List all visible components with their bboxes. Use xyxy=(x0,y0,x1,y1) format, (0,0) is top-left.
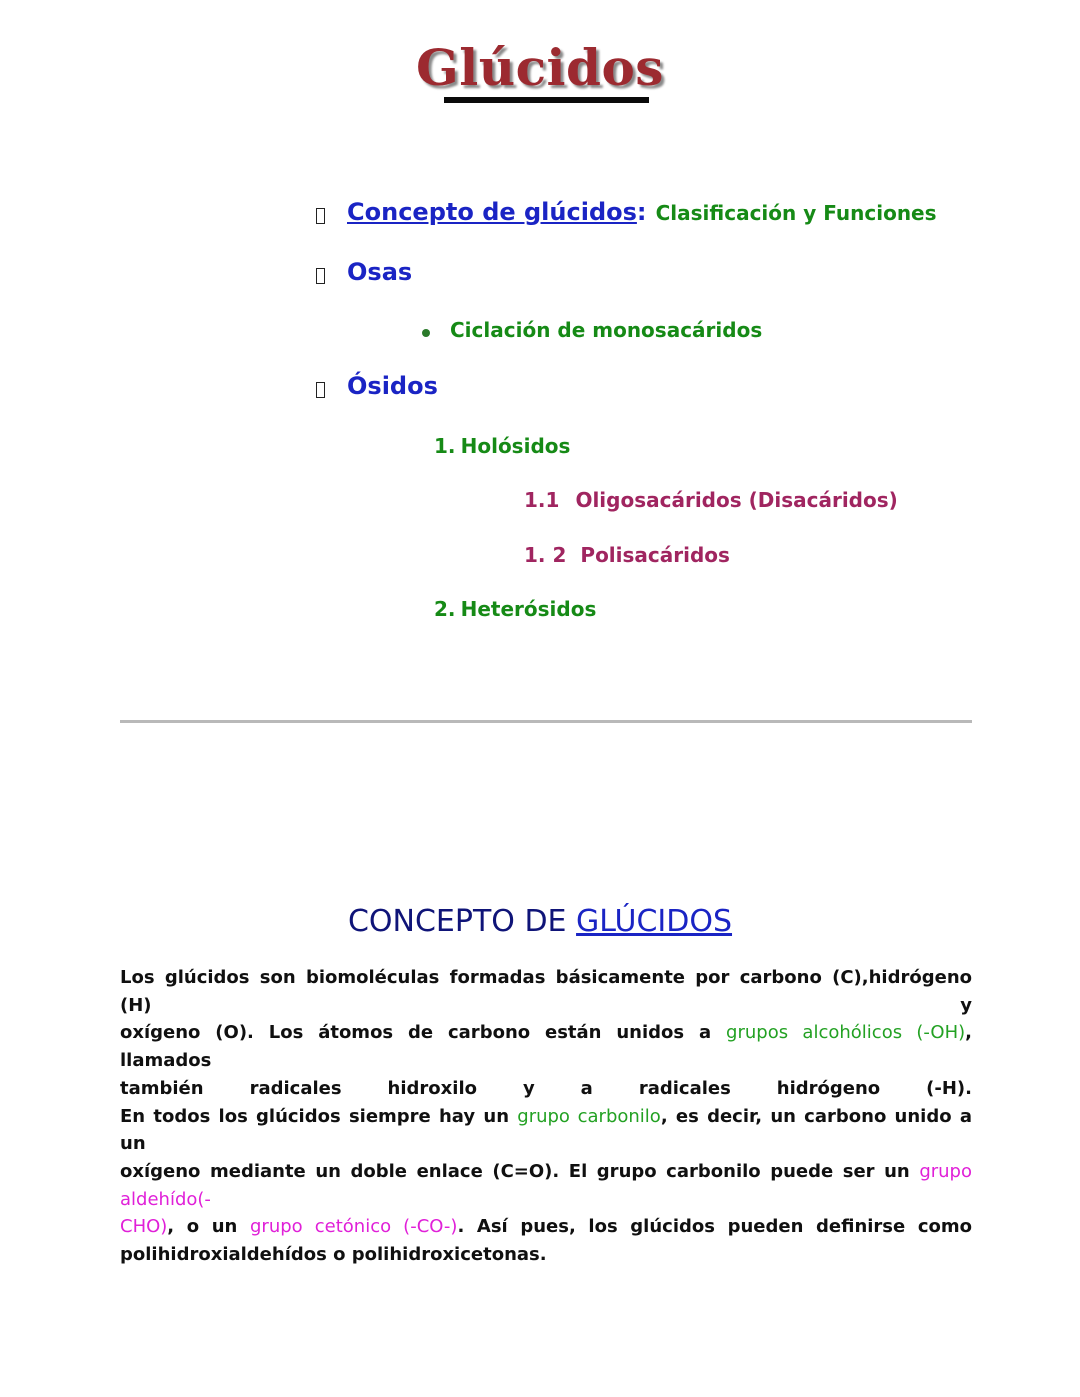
toc-item-polisacaridos xyxy=(524,543,730,567)
concepto-detail: Clasificación y Funciones xyxy=(655,201,937,225)
text: oxígeno (O). Los átomos de carbono están unidos a xyxy=(120,1022,712,1044)
text: , llamados xyxy=(120,1022,973,1072)
dot-bullet-icon xyxy=(422,329,430,337)
holosidos-number: 1. xyxy=(434,434,456,458)
heterosidos-label[interactable]: Heterósidos xyxy=(460,597,597,621)
highlight-alcoholicos: grupos alcohólicos (-OH) xyxy=(726,1022,966,1044)
highlight-cetonico: grupo cetónico (-CO-) xyxy=(250,1216,458,1238)
text: En todos los glúcidos siempre hay un xyxy=(120,1105,510,1127)
text: oxígeno mediante un doble enlace (C=O). El grupo carbonilo puede ser un xyxy=(120,1160,910,1182)
paragraph-line xyxy=(120,1158,972,1213)
box-bullet-icon xyxy=(316,208,325,224)
toc-item-concepto xyxy=(316,198,937,226)
paragraph-line: también radicales hidroxilo y a radicales hidrógeno (-H). xyxy=(120,1077,972,1099)
section-title-prefix: CONCEPTO DE xyxy=(347,904,567,939)
section-title xyxy=(0,900,1080,944)
box-bullet-icon xyxy=(316,268,325,284)
highlight-carbonilo: grupo carbonilo xyxy=(517,1105,661,1127)
toc-item-osas xyxy=(316,258,412,286)
heterosidos-number: 2. xyxy=(434,597,456,621)
oligo-number: 1.1 xyxy=(524,488,560,512)
paragraph-line xyxy=(120,1213,972,1241)
paragraph-line xyxy=(120,1019,972,1074)
horizontal-divider xyxy=(120,720,972,723)
concepto-paragraph xyxy=(120,964,972,1269)
toc-item-holosidos xyxy=(434,434,570,458)
toc-item-osidos xyxy=(316,372,438,400)
poli-label[interactable]: Polisacáridos xyxy=(580,543,730,567)
ciclacion-label[interactable]: Ciclación de monosacáridos xyxy=(450,318,763,342)
paragraph-line: polihidroxialdehídos o polihidroxicetonas. xyxy=(120,1244,547,1266)
oligo-label[interactable]: Oligosacáridos (Disacáridos) xyxy=(575,488,898,512)
poli-number: 1. 2 xyxy=(524,543,567,567)
toc-item-heterosidos xyxy=(434,597,596,621)
paragraph-line: Los glúcidos son biomoléculas formadas básicamente por carbono (C),hidrógeno (H) y xyxy=(120,967,972,1016)
toc-item-oligosacaridos xyxy=(524,488,898,512)
text: , es decir, un carbono unido a un xyxy=(120,1105,972,1155)
title-underline xyxy=(444,97,649,103)
text: . Así pues, los glúcidos pueden definirse como xyxy=(457,1216,972,1238)
osas-link[interactable]: Osas xyxy=(347,258,413,286)
colon: : xyxy=(636,198,647,226)
section-title-link[interactable]: GLÚCIDOS xyxy=(576,904,733,939)
holosidos-label[interactable]: Holósidos xyxy=(460,434,571,458)
concepto-link[interactable]: Concepto de glúcidos xyxy=(347,198,637,226)
page-title: Glúcidos xyxy=(416,38,664,97)
toc-item-ciclacion xyxy=(422,318,762,342)
highlight-aldehido: grupo aldehído(- xyxy=(120,1160,972,1210)
highlight-aldehido-end: CHO) xyxy=(120,1216,168,1238)
box-bullet-icon xyxy=(316,382,325,398)
text: , o un xyxy=(167,1216,238,1238)
paragraph-line xyxy=(120,1103,972,1158)
title-block xyxy=(0,36,1080,100)
osidos-link[interactable]: Ósidos xyxy=(347,372,438,400)
